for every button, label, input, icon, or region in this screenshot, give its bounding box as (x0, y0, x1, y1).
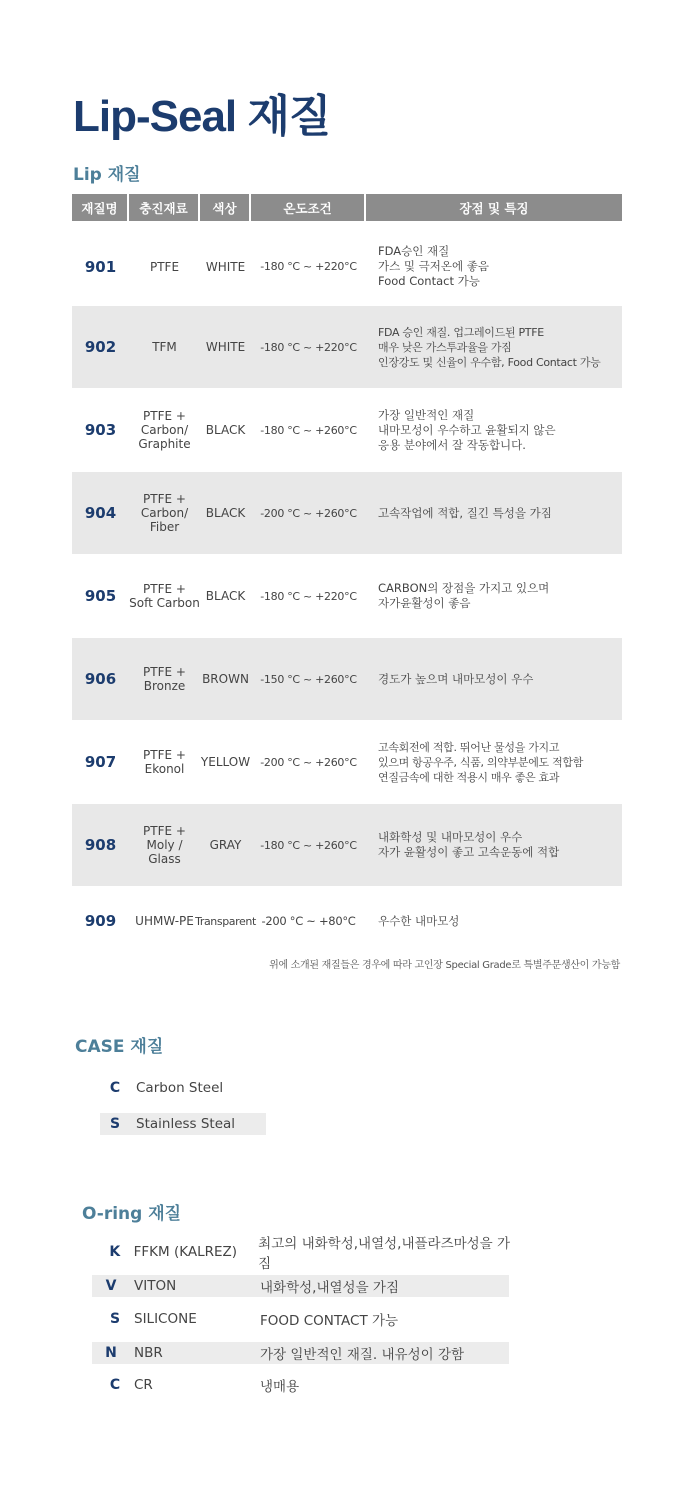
case-item-carbon-steel (100, 1076, 266, 1100)
color-cell: YELLOW (200, 755, 251, 769)
page-title: Lip-Seal 재질 (73, 92, 331, 141)
oring-item-nbr (92, 1342, 509, 1364)
features-cell: CARBON의 장점을 가지고 있으며 자가윤활성이 좋음 (378, 581, 550, 610)
features-cell: 고속작업에 적합, 질긴 특성을 가짐 (378, 505, 552, 520)
color-cell: BROWN (202, 672, 249, 686)
filler-cell: PTFE + Ekonol (143, 748, 186, 776)
filler-cell: PTFE + Bronze (143, 665, 186, 693)
features-cell: 우수한 내마모성 (378, 913, 460, 928)
material-code: 902 (84, 338, 117, 356)
case-material-name: Stainless Steal (136, 1116, 236, 1132)
color-cell: BLACK (205, 589, 246, 603)
material-code: 909 (84, 912, 117, 930)
case-letter: S (109, 1116, 121, 1132)
special-grade-note: 위에 소개된 재질들은 경우에 따라 고인장 Special Grade로 특별주문생산이 가능함 (269, 960, 620, 971)
table-row (72, 638, 622, 720)
temperature-cell: -180 °C ~ +260°C (260, 423, 357, 437)
temperature-cell: -200 °C ~ +80°C (261, 914, 356, 928)
features-cell: FDA승인 재질 가스 및 극저온에 좋음 Food Contact 가능 (378, 244, 489, 288)
filler-cell: UHMW-PE (135, 914, 194, 928)
filler-cell: PTFE + Carbon/ Graphite (138, 409, 191, 451)
oring-material-name: NBR (134, 1345, 163, 1361)
table-row (72, 720, 622, 804)
features-cell: 경도가 높으며 내마모성이 우수 (378, 671, 534, 686)
header-filler: 충진재료 (129, 194, 200, 221)
table-row (72, 472, 622, 554)
color-cell: WHITE (205, 259, 246, 274)
table-row (72, 804, 622, 886)
case-section-heading: CASE 재질 (75, 1037, 164, 1057)
table-row (72, 388, 622, 472)
material-code: 907 (84, 753, 117, 771)
color-cell: GRAY (209, 838, 242, 852)
table-row (72, 886, 622, 956)
filler-cell: PTFE + Moly / Glass (143, 824, 186, 866)
oring-item-cr (100, 1374, 520, 1396)
oring-section-heading: O-ring 재질 (82, 1204, 182, 1224)
oring-letter: C (109, 1377, 121, 1393)
oring-material-name: CR (134, 1377, 153, 1393)
oring-material-desc: 냉매용 (260, 1379, 300, 1395)
oring-material-name: VITON (134, 1278, 177, 1294)
oring-letter: V (105, 1278, 117, 1294)
temperature-cell: -200 °C ~ +260°C (260, 755, 357, 769)
features-cell: FDA 승인 재질. 업그레이드된 PTFE 매우 낮은 가스투과율을 가짐 인장강도 및 신율이 우수함, Food Contact 가능 (378, 325, 601, 369)
table-row (72, 229, 622, 304)
table-header (72, 194, 622, 221)
temperature-cell: -150 °C ~ +260°C (260, 672, 357, 686)
oring-material-name: SILICONE (134, 1311, 197, 1327)
filler-cell: PTFE (149, 259, 180, 274)
filler-cell: PTFE + Carbon/ Fiber (140, 492, 189, 534)
features-cell: 내화학성 및 내마모성이 우수 자가 윤활성이 좋고 고속운동에 적합 (378, 830, 560, 859)
color-cell: Transparent (195, 914, 256, 928)
material-code: 906 (84, 670, 117, 688)
features-cell: 가장 일반적인 재질 내마모성이 우수하고 윤활되지 않은 응용 분야에서 잘 작동합니다. (378, 407, 556, 452)
material-code: 904 (84, 504, 117, 522)
table-row (72, 554, 622, 638)
oring-letter: S (109, 1311, 121, 1327)
material-code: 903 (84, 421, 117, 439)
features-cell: 고속회전에 적합. 뛰어난 물성을 가지고 있으며 항공우주, 식품, 의약부분에도 적합함 연질금속에 대한 적용시 매우 좋은 효과 (378, 740, 584, 784)
temperature-cell: -180 °C ~ +220°C (260, 260, 357, 273)
temperature-cell: -180 °C ~ +220°C (260, 340, 357, 354)
color-cell: BLACK (205, 423, 246, 437)
oring-item-silicone (100, 1308, 520, 1330)
header-temperature: 온도조건 (251, 194, 366, 221)
material-code: 901 (84, 257, 117, 276)
oring-material-desc: 내화학성,내열성을 가짐 (260, 1280, 399, 1296)
color-cell: WHITE (205, 340, 246, 354)
case-item-stainless-steel (100, 1113, 266, 1135)
oring-letter: N (105, 1345, 117, 1361)
oring-material-desc: FOOD CONTACT 가능 (260, 1313, 399, 1329)
temperature-cell: -180 °C ~ +260°C (260, 838, 357, 852)
oring-material-desc: 가장 일반적인 재질. 내유성이 강함 (260, 1347, 465, 1363)
case-material-name: Carbon Steel (136, 1080, 224, 1096)
oring-letter: K (109, 1244, 121, 1260)
material-code: 905 (84, 587, 117, 605)
filler-cell: TFM (152, 340, 177, 354)
oring-material-desc: 최고의 내화학성,내열성,내플라즈마성을 가짐 (258, 1236, 511, 1272)
lip-section-heading: Lip 재질 (73, 165, 141, 185)
oring-material-name: FFKM (KALREZ) (133, 1244, 238, 1260)
lip-material-table (72, 194, 622, 956)
header-color: 색상 (200, 194, 251, 221)
temperature-cell: -200 °C ~ +260°C (260, 506, 357, 520)
table-row (72, 306, 622, 388)
oring-item-viton (92, 1275, 509, 1297)
temperature-cell: -180 °C ~ +220°C (260, 589, 357, 603)
filler-cell: PTFE + Soft Carbon (129, 582, 200, 610)
header-features: 장점 및 특징 (366, 194, 622, 221)
oring-item-ffkm (100, 1236, 520, 1272)
material-code: 908 (84, 836, 117, 854)
header-material-code: 재질명 (72, 194, 129, 221)
color-cell: BLACK (205, 506, 246, 520)
case-letter: C (109, 1080, 121, 1096)
